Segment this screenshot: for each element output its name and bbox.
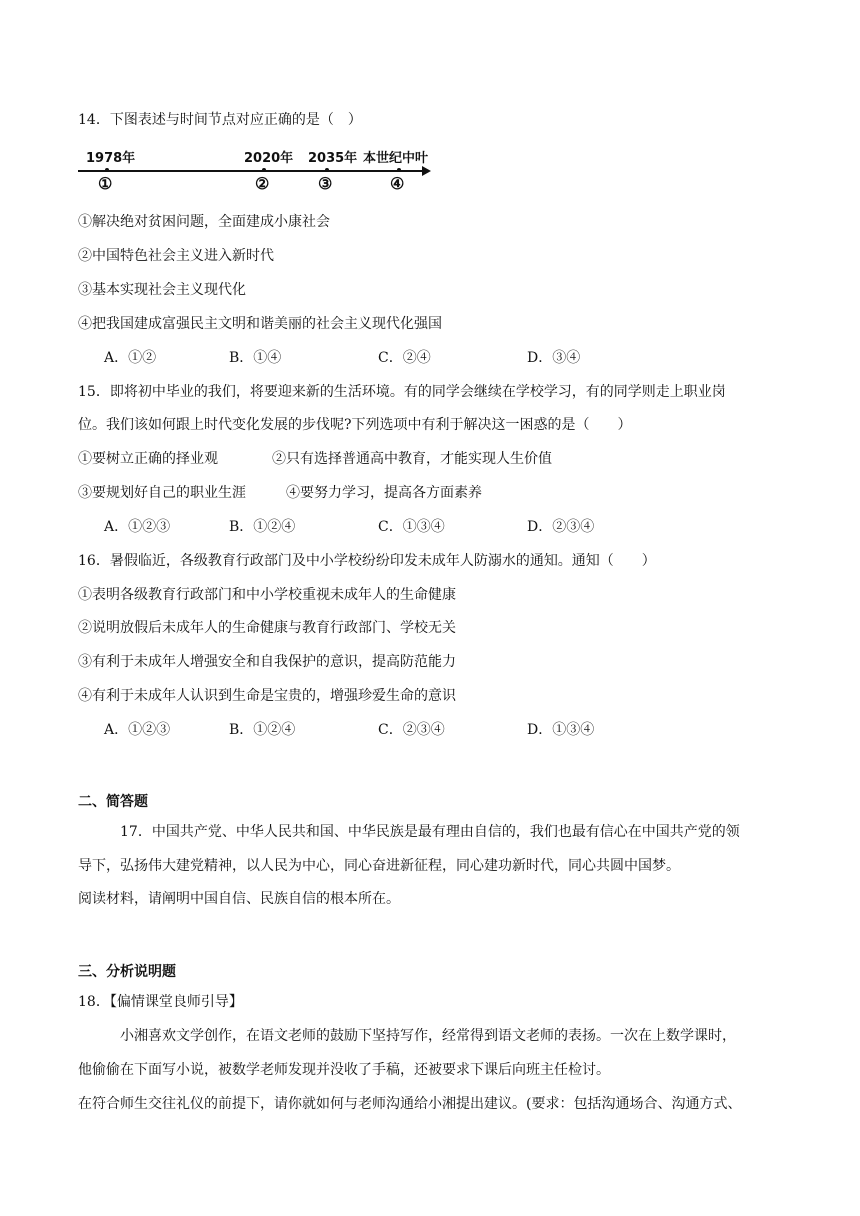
timeline-tick: [105, 168, 109, 172]
q16-option-d[interactable]: D．①③④: [527, 722, 595, 738]
section-heading-short-answer: 二、简答题: [78, 794, 148, 810]
q14-stem: 14．下图表述与时间节点对应正确的是（ ）: [78, 112, 362, 128]
q15-option-a[interactable]: A．①②③: [104, 519, 171, 535]
timeline-tick: [325, 168, 329, 172]
q14-option-a[interactable]: A．①②: [104, 350, 157, 366]
timeline-tick: [262, 168, 266, 172]
q16-option-c[interactable]: C．②③④: [378, 722, 445, 738]
timeline-label-2020: 2020年: [244, 151, 294, 166]
q14-option-b[interactable]: B．①④: [229, 350, 282, 366]
q16-statement-2: ②说明放假后未成年人的生命健康与教育行政部门、学校无关: [78, 620, 456, 636]
q14-statement-1: ①解决绝对贫困问题，全面建成小康社会: [78, 214, 330, 230]
q15-option-d[interactable]: D．②③④: [527, 519, 595, 535]
timeline-label-mid-century: 本世纪中叶: [363, 151, 429, 166]
q15-statement-2: ②只有选择普通高中教育，才能实现人生价值: [272, 451, 552, 467]
q18-text-line2: 他偷偷在下面写小说，被数学老师发现并没收了手稿，还被要求下课后向班主任检讨。: [78, 1062, 610, 1078]
q15-option-c[interactable]: C．①③④: [378, 519, 445, 535]
q15-stem-line1: 15．即将初中毕业的我们，将要迎来新的生活环境。有的同学会继续在学校学习，有的同学则走上职业岗: [78, 384, 726, 400]
q14-option-d[interactable]: D．③④: [527, 350, 581, 366]
q16-option-a[interactable]: A．①②③: [104, 722, 171, 738]
timeline-marker-2: ②: [255, 174, 270, 193]
q14-statement-4: ④把我国建成富强民主文明和谐美丽的社会主义现代化强国: [78, 316, 442, 332]
section-heading-analysis: 三、分析说明题: [78, 964, 176, 980]
timeline-marker-1: ①: [98, 174, 113, 193]
q16-stem: 16．暑假临近，各级教育行政部门及中小学校纷纷印发未成年人防溺水的通知。通知（ ）: [78, 553, 656, 569]
q16-statement-3: ③有利于未成年人增强安全和自我保护的意识，提高防范能力: [78, 654, 456, 670]
q15-statement-3: ③要规划好自己的职业生涯: [78, 485, 246, 501]
timeline-tick: [397, 168, 401, 172]
timeline-axis: [78, 170, 424, 172]
q14-statement-2: ②中国特色社会主义进入新时代: [78, 248, 274, 264]
q18-text-line1: 小湘喜欢文学创作，在语文老师的鼓励下坚持写作，经常得到语文老师的表扬。一次在上数学课时，: [120, 1028, 736, 1044]
q15-stem-line2: 位。我们该如何跟上时代变化发展的步伐呢?下列选项中有利于解决这一困惑的是（ ）: [78, 417, 632, 433]
timeline-label-2035: 2035年: [308, 151, 358, 166]
timeline-diagram: [78, 143, 448, 195]
q14-option-c[interactable]: C．②④: [378, 350, 431, 366]
q17-text-line2: 导下，弘扬伟大建党精神，以人民为中心，同心奋进新征程，同心建功新时代，同心共圆中国梦。: [78, 858, 680, 874]
q14-statement-3: ③基本实现社会主义现代化: [78, 282, 246, 298]
timeline-marker-4: ④: [390, 174, 405, 193]
timeline-marker-3: ③: [318, 174, 333, 193]
q15-statement-4: ④要努力学习，提高各方面素养: [286, 485, 482, 501]
timeline-arrow-icon: [422, 166, 431, 176]
q18-text-line3: 在符合师生交往礼仪的前提下，请你就如何与老师沟通给小湘提出建议。(要求：包括沟通场合、沟通方式、: [78, 1096, 742, 1112]
q17-prompt: 阅读材料，请阐明中国自信、民族自信的根本所在。: [78, 891, 400, 907]
q18-title: 18．【偏情课堂良师引导】: [78, 994, 243, 1010]
q16-option-b[interactable]: B．①②④: [229, 722, 296, 738]
q16-statement-4: ④有利于未成年人认识到生命是宝贵的，增强珍爱生命的意识: [78, 688, 456, 704]
timeline-label-1978: 1978年: [86, 151, 136, 166]
q17-text-line1: 17．中国共产党、中华人民共和国、中华民族是最有理由自信的，我们也最有信心在中国共产党的领: [120, 824, 740, 840]
q15-statement-1: ①要树立正确的择业观: [78, 451, 218, 467]
q16-statement-1: ①表明各级教育行政部门和中小学校重视未成年人的生命健康: [78, 587, 456, 603]
q15-option-b[interactable]: B．①②④: [229, 519, 296, 535]
